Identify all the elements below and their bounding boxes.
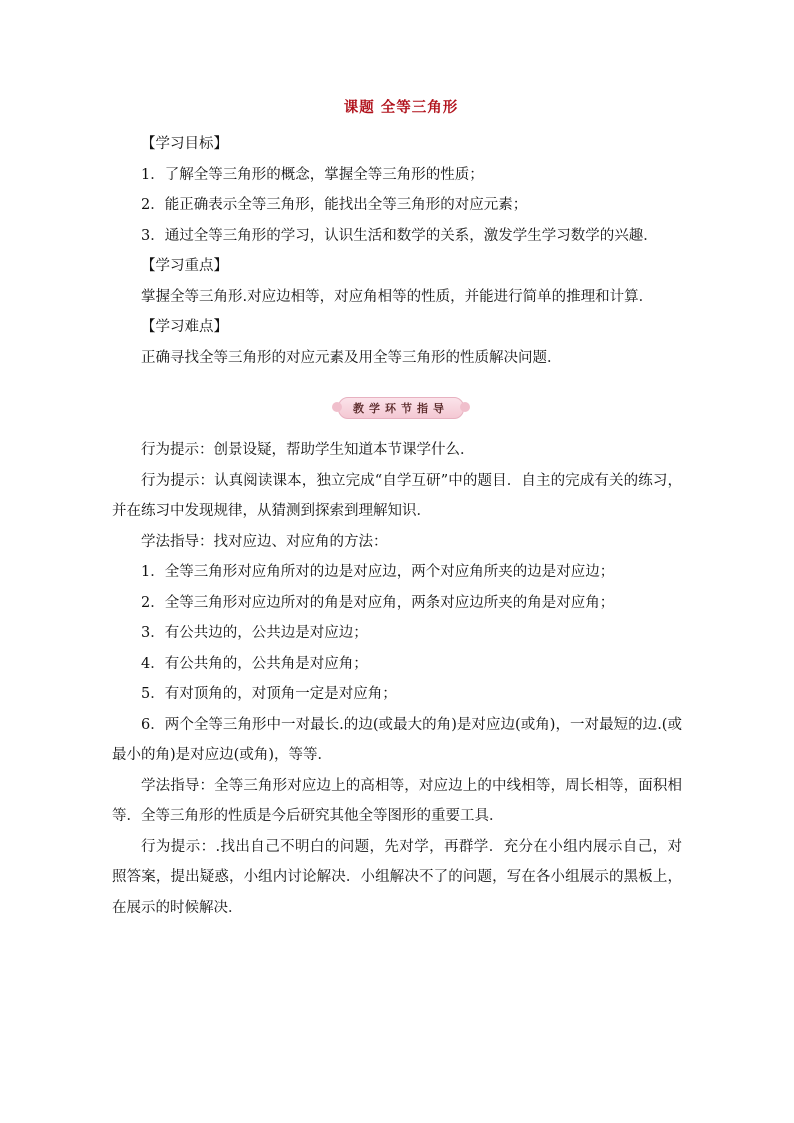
behavior-hint: 行为提示：创景设疑，帮助学生知道本节课学什么．	[141, 442, 475, 458]
behavior-hint: 行为提示：认真阅读课本，独立完成“自学互研”中的题目．自主的完成有关的练习，并在练习中发现规律，从猜测到探索到理解知识．	[112, 472, 682, 519]
objectives-heading: 【学习目标】	[141, 136, 228, 152]
key-points-text: 掌握全等三角形.对应边相等，对应角相等的性质，并能进行简单的推理和计算．	[141, 288, 654, 305]
objective-item: 3．通过全等三角形的学习，认识生活和数学的关系，激发学生学习数学的兴趣．	[141, 227, 658, 244]
objective-item: 1．了解全等三角形的概念，掌握全等三角形的性质；	[141, 166, 484, 183]
section-badge-wrap	[112, 397, 682, 419]
difficulties-text: 正确寻找全等三角形的对应元素及用全等三角形的性质解决问题．	[141, 349, 562, 366]
objective-item: 2．能正确表示全等三角形，能找出全等三角形的对应元素；	[141, 197, 528, 213]
method-item: 5．有对顶角的，对顶角一定是对应角；	[141, 686, 397, 702]
behavior-hint: 行为提示：.找出自己不明白的问题，先对学，再群学．充分在小组内展示自己，对照答案，提出疑惑，小组内讨论解决．小组解决不了的问题，写在各小组展示的黑板上，在展示的时候解决．	[112, 838, 682, 916]
teaching-guide-badge: 教学环节指导	[338, 397, 464, 419]
document-page	[112, 96, 682, 923]
method-guide: 学法指导：全等三角形对应边上的高相等，对应边上的中线相等，周长相等，面积相等．全等三角形的性质是今后研究其他全等图形的重要工具．	[112, 777, 682, 824]
method-guide: 学法指导：找对应边、对应角的方法：	[141, 533, 388, 550]
method-item: 2．全等三角形对应边所对的角是对应角，两条对应边所夹的角是对应角；	[141, 594, 615, 611]
lesson-title: 课题 全等三角形	[343, 99, 459, 116]
method-item: 6．两个全等三角形中一对最长.的边(或最大的角)是对应边(或角)，一对最短的边.(或最小的角)是对应边(或角)，等等．	[112, 716, 682, 763]
method-item: 3．有公共边的，公共边是对应边；	[141, 625, 368, 641]
method-item: 1．全等三角形对应角所对的边是对应边，两个对应角所夹的边是对应边；	[141, 564, 615, 580]
method-item: 4．有公共角的，公共角是对应角；	[141, 655, 368, 672]
difficulties-heading: 【学习难点】	[141, 319, 228, 335]
key-points-heading: 【学习重点】	[141, 258, 228, 274]
